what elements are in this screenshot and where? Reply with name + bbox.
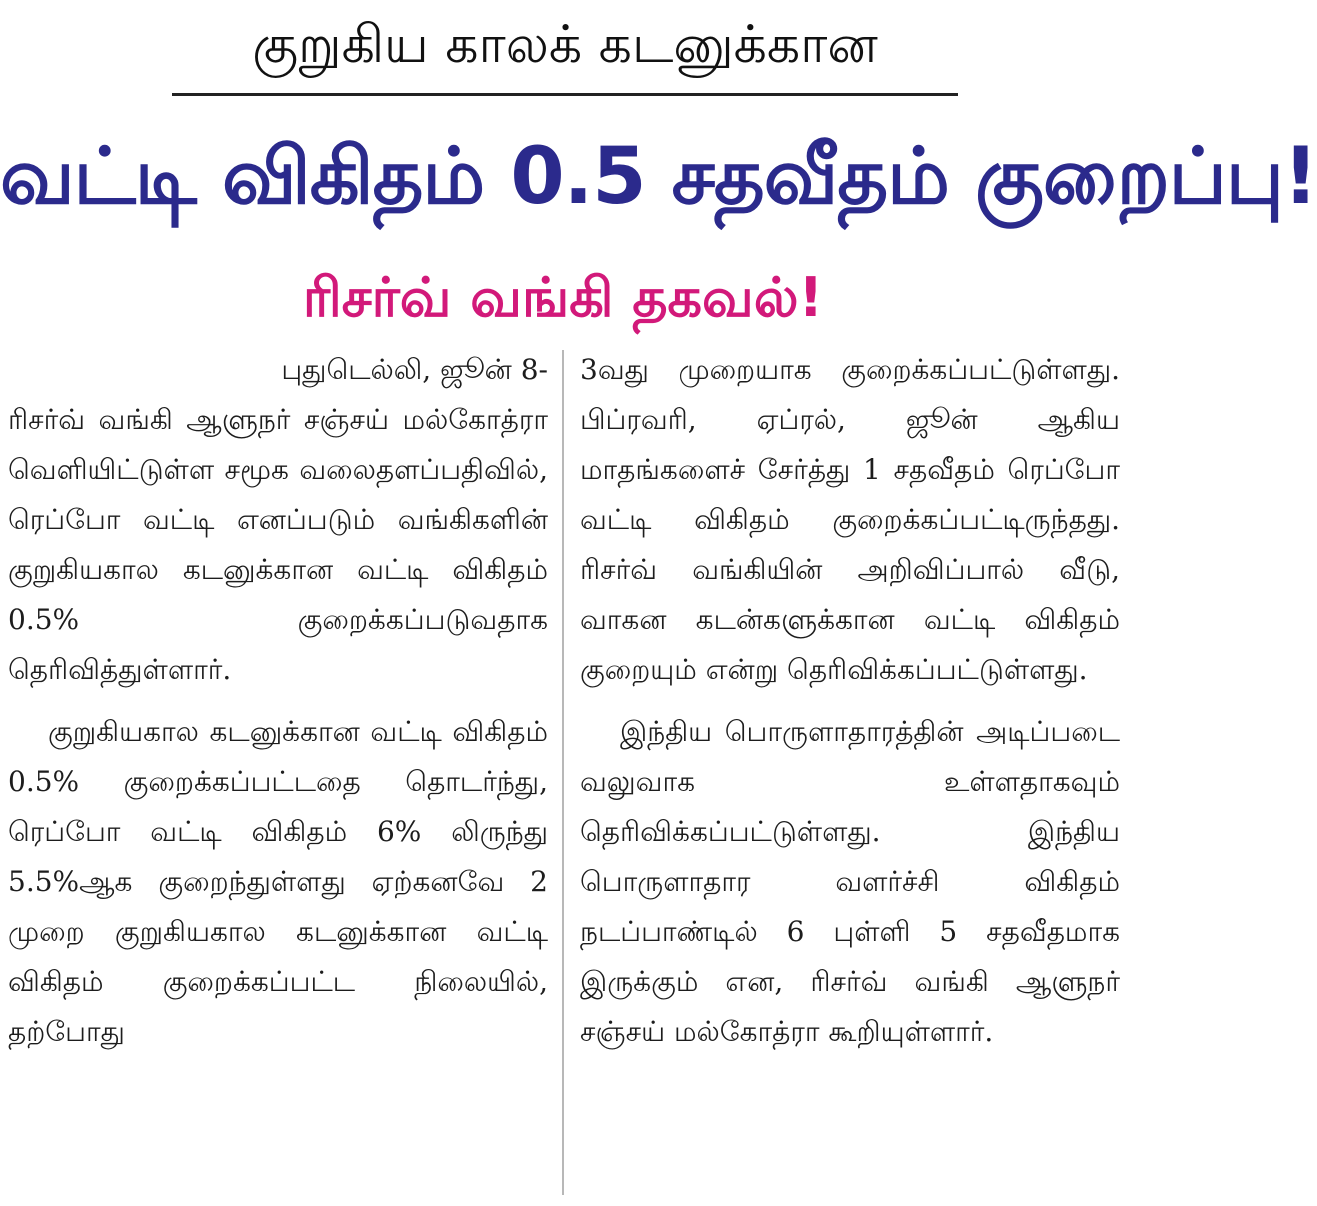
article-paragraph: 3வது முறையாக குறைக்கப்பட்டுள்ளது. பிப்ரவரி, ஏப்ரல், ஜூன் ஆகிய மாதங்களைச் சேர்த்து 1 சதவீதம் ரெப்போ வட்டி விகிதம் குறைக்கப்பட்டிருந்தது. ரிசர்வ் வங்கியின் அறிவிப்பால் வீடு, வாகன கடன்களுக்கான வட்டி விகிதம் குறையும் என்று தெரிவிக்கப்பட்டுள்ளது. <box>580 353 1120 686</box>
article-paragraph: ரிசர்வ் வங்கி ஆளுநர் சஞ்சய் மல்கோத்ரா வெளியிட்டுள்ள சமூக வலைதளப்பதிவில், ரெப்போ வட்டி எனப்படும் வங்கிகளின் குறுகியகால கடனுக்கான வட்டி விகிதம் 0.5% குறைக்கப்படுவதாக தெரிவித்துள்ளார். <box>8 403 548 686</box>
article-column-right <box>580 345 1120 1069</box>
article-paragraph: குறுகியகால கடனுக்கான வட்டி விகிதம் 0.5% குறைக்கப்பட்டதை தொடர்ந்து, ரெப்போ வட்டி விகிதம் 6% லிருந்து 5.5%ஆக குறைந்துள்ளது ஏற்கனவே 2 முறை குறுகியகால கடனுக்கான வட்டி விகிதம் குறைக்கப்பட்ட நிலையில், தற்போது <box>8 715 548 1048</box>
column-divider <box>562 350 564 1195</box>
subheadline: ரிசர்வ் வங்கி தகவல்! <box>302 266 824 329</box>
kicker-underline <box>172 93 958 96</box>
kicker-heading: குறுகிய காலக் கடனுக்கான <box>252 15 878 75</box>
headline: வட்டி விகிதம் 0.5 சதவீதம் குறைப்பு! <box>0 132 1317 222</box>
article-column-left <box>8 345 548 1069</box>
article-paragraph: இந்திய பொருளாதாரத்தின் அடிப்படை வலுவாக உள்ளதாகவும் தெரிவிக்கப்பட்டுள்ளது. இந்திய பொருளாதார வளர்ச்சி விகிதம் நடப்பாண்டில் 6 புள்ளி 5 சதவீதமாக இருக்கும் என, ரிசர்வ் வங்கி ஆளுநர் சஞ்சய் மல்கோத்ரா கூறியுள்ளார். <box>580 715 1120 1048</box>
dateline: புதுடெல்லி, ஜூன் 8- <box>281 353 548 386</box>
